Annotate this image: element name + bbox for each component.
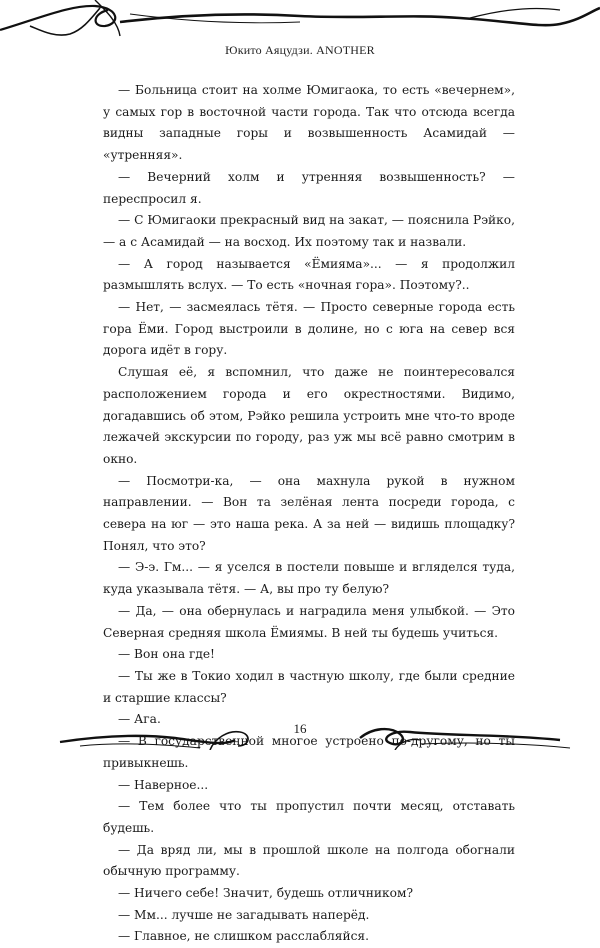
paragraph: — В государственной многое устроено по-другому, но ты привыкнешь. [103, 734, 515, 770]
paragraph: — Тем более что ты пропустил почти месяц, отставать будешь. [103, 799, 515, 835]
paragraph: Слушая её, я вспомнил, что даже не поинтересовался расположением города и его окрестностями. Видимо, догадавшись об этом, Рэйко решила устроить мне что-то вроде лежачей экскурсии по городу, раз уж мы всё равно смотрим в окно. [103, 365, 515, 466]
paragraph: — Посмотри-ка, — она махнула рукой в нужном направлении. — Вон та зелёная лента посреди города, с севера на юг — это наша река. А за ней — видишь площадку? Понял, что это? [103, 473, 515, 553]
paragraph: — Наверное... [118, 777, 209, 792]
page-body-text [103, 80, 515, 948]
paragraph: — Нет, — засмеялась тётя. — Просто северные города есть гора Ёми. Город выстроили в долине, но с юга на север вся дорога идёт в гору. [103, 300, 515, 358]
bottom-swirl-ornament [0, 716, 600, 750]
paragraph: — Да, — она обернулась и наградила меня улыбкой. — Это Северная средняя школа Ёмиямы. В ней ты будешь учиться. [103, 603, 515, 640]
paragraph: — Больница стоит на холме Юмигаока, то есть «вечернем», у самых гор в восточной части города. Так что отсюда всегда видны западные горы и возвышенность Асамидай — «утренняя». [103, 83, 515, 163]
paragraph: — Да вряд ли, мы в прошлой школе на полгода обогнали обычную программу. [103, 842, 515, 879]
paragraph: — Мм... лучше не загадывать наперёд. [118, 907, 370, 922]
running-head: Юкито Аяцудзи. ANOTHER [225, 43, 375, 57]
paragraph: — С Юмигаоки прекрасный вид на закат, — пояснила Рэйко, — а с Асамидай — на восход. Их поэтому так и назвали. [103, 213, 515, 249]
paragraph: — А город называется «Ёмияма»... — я продолжил размышлять вслух. — То есть «ночная гора». Поэтому?.. [103, 256, 515, 293]
paragraph: — Главное, не слишком расслабляйся. [118, 929, 369, 944]
paragraph: — Э-э. Гм... — я уселся в постели повыше и вгляделся туда, куда указывала тётя. — А, вы про ту белую? [103, 560, 515, 597]
paragraph: — Вечерний холм и утренняя возвышенность? — переспросил я. [103, 169, 515, 206]
page-number: 16 [293, 721, 307, 736]
paragraph: — Ага. [118, 712, 161, 727]
paragraph: — Ты же в Токио ходил в частную школу, где были средние и старшие классы? [103, 668, 515, 705]
paragraph: — Вон она где! [118, 647, 215, 662]
paragraph: — Ничего себе! Значит, будешь отличником? [118, 886, 413, 901]
